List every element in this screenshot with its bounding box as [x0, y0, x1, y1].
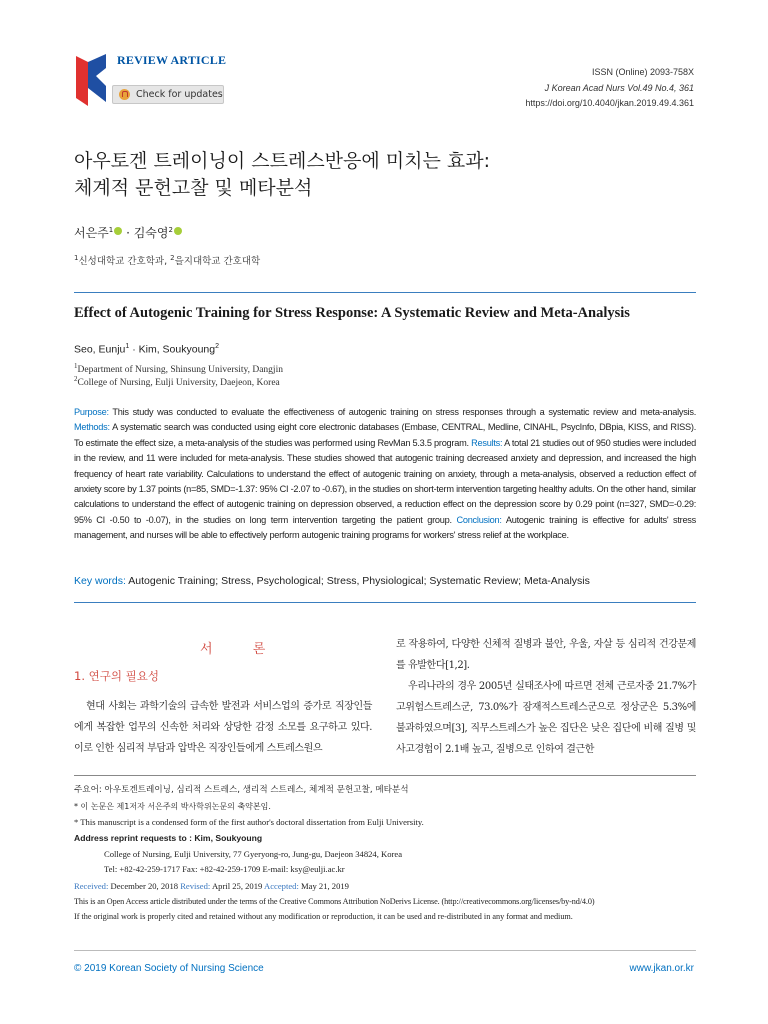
copyright: © 2019 Korean Society of Nursing Science — [74, 963, 264, 974]
affiliation-en-2 — [74, 375, 280, 388]
affiliation-2: 을지대학교 간호대학 — [174, 256, 261, 267]
title-korean — [74, 148, 490, 202]
affil-marker: 1 — [108, 226, 114, 234]
note-english: * This manuscript is a condensed form of the first author's doctoral dissertation from Eulji University. — [74, 817, 424, 827]
author-separator: · — [129, 343, 139, 356]
author-2-en: Kim, Soukyoung — [138, 343, 216, 356]
body-right-column — [396, 634, 696, 760]
affil-marker: 1 — [74, 253, 79, 262]
title-korean-line-2: 체계적 문헌고찰 및 메타분석 — [74, 177, 313, 199]
correspondence-contact: Tel: +82-42-259-1717 Fax: +82-42-259-1709 E-mail: ksy@eulji.ac.kr — [104, 864, 345, 874]
subsection-title: 1. 연구의 필요성 — [74, 669, 159, 683]
methods-text: A systematic search was conducted using eight core electronic databases (Embase, CENTRAL, Medline, CINAHL, PsycInfo, DBpia, KISS, and RISS). To estimate the effect size, a meta-analysis of the studies was performed using RevMan 5.3.5 program. — [74, 422, 696, 448]
check-for-updates-label: Check for updates — [136, 89, 223, 100]
keywords — [74, 575, 590, 587]
divider-top — [74, 292, 696, 293]
methods-label: Methods: — [74, 422, 110, 433]
affiliation-en-1-text: Department of Nursing, Shinsung University, Dangjin — [77, 365, 283, 376]
article-type-label: REVIEW ARTICLE — [117, 53, 227, 67]
author-1-en: Seo, Eunju — [74, 343, 126, 356]
abstract — [74, 405, 696, 544]
body-left-column — [74, 696, 372, 759]
license-line-2: If the original work is properly cited and retained without any modification or reproduction, it can be used and re-distributed in any format and medium. — [74, 912, 573, 921]
divider-footer — [74, 950, 696, 951]
authors-korean — [74, 224, 182, 241]
author-2[interactable]: 김숙영 — [133, 226, 169, 240]
affil-marker: 2 — [74, 375, 78, 383]
affiliations-korean — [74, 253, 260, 267]
correspondence-address: College of Nursing, Eulji University, 77 Gyeryong-ro, Jung-gu, Daejeon 34824, Korea — [104, 849, 403, 859]
orcid-icon[interactable] — [174, 227, 182, 235]
note-korean: * 이 논문은 제1저자 서은주의 박사학위논문의 축약본임. — [74, 802, 271, 811]
conclusion-text: Autogenic training is effective for adults' stress management, and nurses will be able to effectively perform autogenic training programs for workers' stress relief at the workplace. — [74, 514, 696, 541]
paragraph: 우리나라의 경우 2005년 실태조사에 따르면 전체 근로자중 21.7%가 고위험스트레스군, 73.0%가 잠재적스트레스군으로 정상군은 5.3%에 불과하였으며[3], 직무스트레스가 높은 집단은 낮은 집단에 비해 질병 및 사고경험이 2.1배 높고, 질병으로 인하여 결근한 — [396, 681, 696, 755]
journal-logo-icon — [74, 52, 108, 106]
conclusion-label: Conclusion: — [456, 514, 502, 525]
author-1[interactable]: 서은주 — [74, 226, 109, 240]
keywords-korean: 주요어: 아우토겐트레이닝, 심리적 스트레스, 생리적 스트레스, 체계적 문헌고찰, 메타분석 — [74, 785, 409, 795]
check-for-updates-button[interactable] — [112, 85, 224, 104]
affil-marker: 2 — [215, 343, 219, 350]
issn: ISSN (Online) 2093-758X — [591, 67, 694, 77]
affiliation-en-1 — [74, 362, 283, 375]
title-english: Effect of Autogenic Training for Stress Response: A Systematic Review and Meta-Analysis — [74, 305, 630, 321]
authors-english — [74, 343, 219, 356]
reprint-request: Address reprint requests to : Kim, Soukyoung — [74, 833, 263, 843]
divider-footnotes — [74, 775, 696, 776]
affil-marker: 1 — [125, 343, 130, 350]
received-date: December 20, 2018 — [108, 881, 181, 891]
affil-marker: 2 — [170, 253, 175, 262]
author-separator: · — [122, 226, 134, 240]
paragraph: 로 작용하여, 다양한 신체적 질병과 불안, 우울, 자살 등 심리적 건강문제를 유발한다[1,2]. — [396, 639, 696, 671]
purpose-label: Purpose: — [74, 407, 109, 417]
journal-website-link[interactable]: www.jkan.or.kr — [629, 963, 694, 974]
revised-date: April 25, 2019 — [210, 881, 264, 891]
section-title: 서 론 — [200, 642, 284, 657]
accepted-label: Accepted: — [264, 881, 299, 891]
affil-marker: 2 — [168, 226, 173, 234]
keywords-label: Key words: — [74, 575, 126, 587]
license-line-1: This is an Open Access article distributed under the terms of the Creative Commons Attribution NoDerivs License. (http://creativecommons.org/licenses/by-nd/4.0) — [74, 897, 595, 906]
paragraph: 현대 사회는 과학기술의 급속한 발전과 서비스업의 증가로 직장인들에게 복잡한 업무의 신속한 처리와 상당한 감정 소모를 요구하고 있다. 이로 인한 심리적 부담과 압박은 직장인들에게 스트레스원으 — [74, 701, 372, 754]
received-label: Received: — [74, 881, 109, 891]
revised-label: Revised: — [180, 881, 211, 891]
affiliation-en-2-text: College of Nursing, Eulji University, Daejeon, Korea — [77, 378, 280, 389]
affil-marker: 1 — [74, 362, 78, 370]
divider-middle — [74, 602, 696, 603]
keywords-text: Autogenic Training; Stress, Psychological; Stress, Physiological; Systematic Review; Meta-Analysis — [125, 575, 590, 587]
doi-link[interactable]: https://doi.org/10.4040/jkan.2019.49.4.361 — [525, 98, 694, 108]
results-label: Results: — [471, 437, 503, 448]
title-korean-line-1: 아우토겐 트레이닝이 스트레스반응에 미치는 효과: — [74, 150, 490, 172]
history-dates — [74, 881, 349, 891]
purpose-text: This study was conducted to evaluate the effectiveness of autogenic training on stress responses through a systematic review and meta-analysis. — [108, 407, 696, 417]
affiliation-1: 신성대학교 간호학과, — [78, 256, 171, 267]
bookmark-icon — [119, 89, 130, 100]
results-text: A total 21 studies out of 950 studies were included in the review, and 11 were included for meta-analysis. These studies showed that autogenic training decreased anxiety and depression, and increased the high frequency of heart rate variability. Calculations to understand the effect of autogenic training on anxiety, through a meta-analysis, observed a reduction effect of anxiety score by 1.37 points (n=85, SMD=-1.37: 95% CI -2.07 to -0.67), in the studies on short-term intervention targeting healthy adults. On the other hand, similar calculations to understand the effect of autogenic training on depression observed, a reduction effect on the depression score by 0.29 point (n=327, SMD=-0.29: 95% CI -0.50 to -0.07), in the studies on long term intervention targeting the patient group. — [74, 437, 696, 525]
journal-citation: J Korean Acad Nurs Vol.49 No.4, 361 — [544, 83, 694, 93]
accepted-date: May 21, 2019 — [298, 881, 349, 891]
